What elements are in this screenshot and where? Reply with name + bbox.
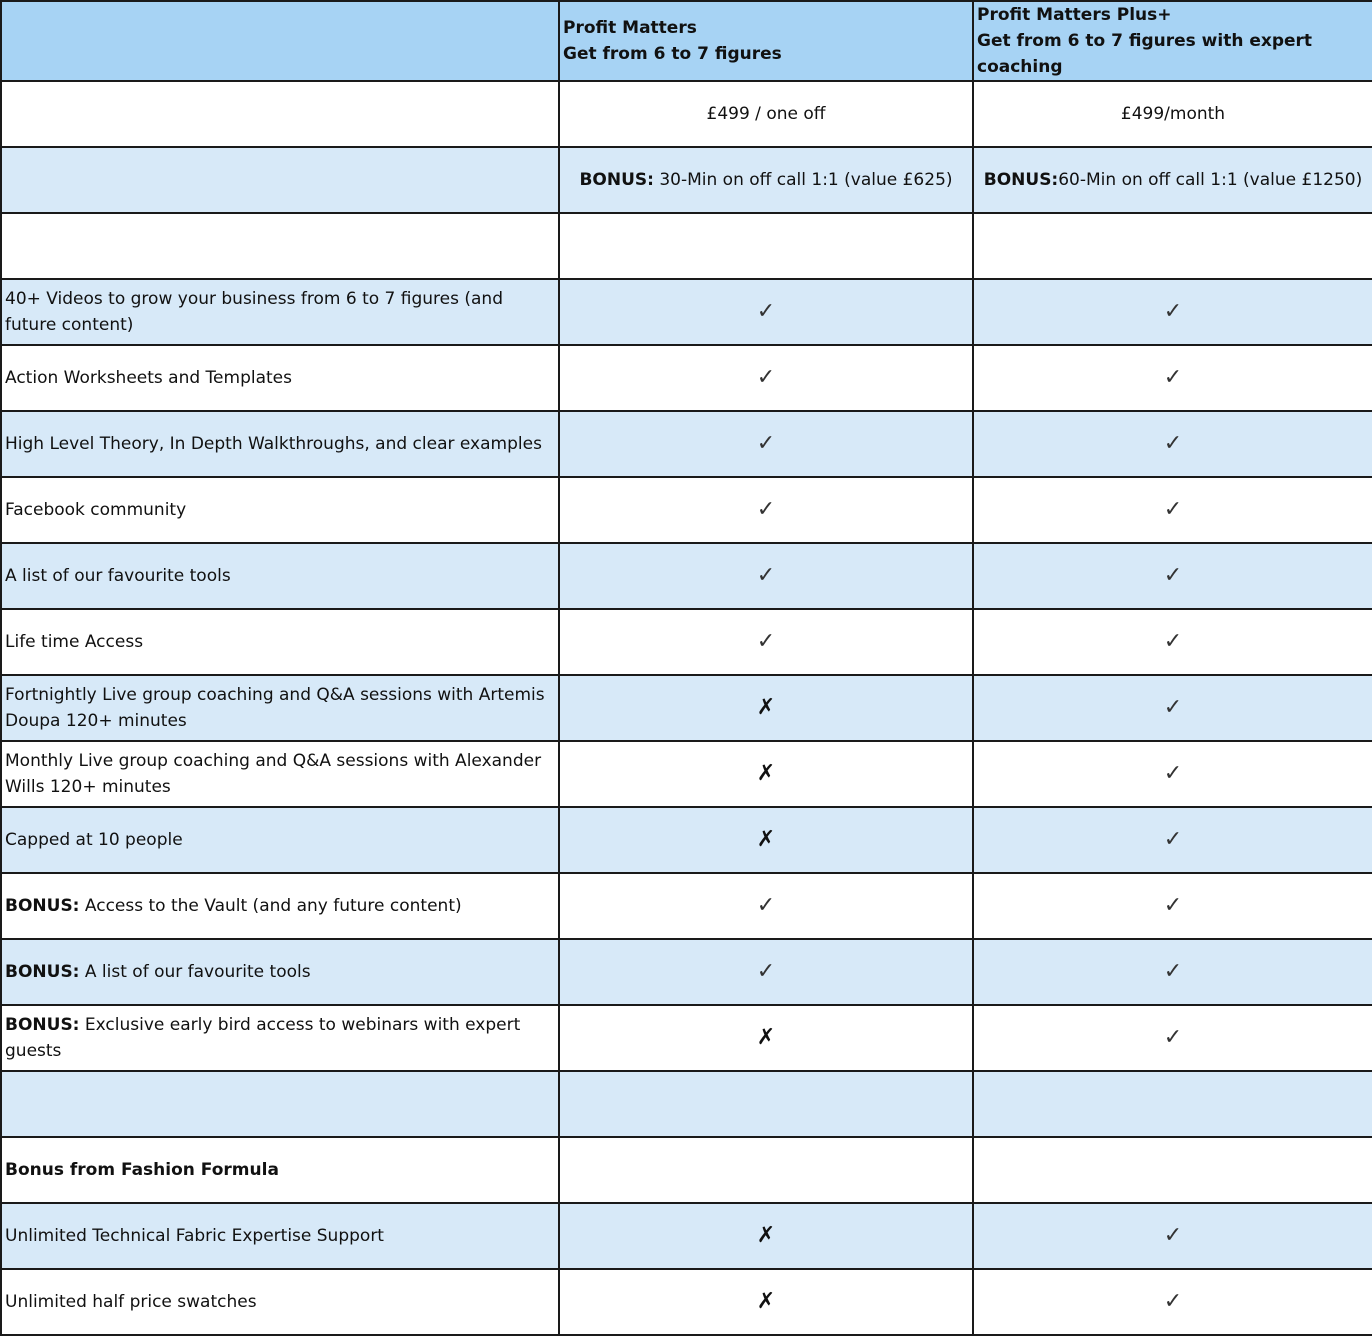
feature-label-text: High Level Theory, In Depth Walkthroughs, and clear examples xyxy=(5,434,542,454)
feature-row xyxy=(1,279,1372,345)
plan1-cross-icon: ✗ xyxy=(559,807,973,873)
price-label-cell xyxy=(1,81,559,147)
header-row xyxy=(1,1,1372,81)
fashion-item-label: Unlimited half price swatches xyxy=(1,1269,559,1335)
feature-row xyxy=(1,873,1372,939)
feature-label-text: Exclusive early bird access to webinars with expert guests xyxy=(5,1015,521,1061)
feature-row xyxy=(1,477,1372,543)
fashion-items-body xyxy=(1,1203,1372,1335)
feature-label xyxy=(1,609,559,675)
feature-row xyxy=(1,741,1372,807)
plan1-name: Profit Matters xyxy=(563,18,697,38)
fashion-section-title-row xyxy=(1,1137,1372,1203)
header-empty-cell xyxy=(1,1,559,81)
bonus-call-row xyxy=(1,147,1372,213)
feature-row xyxy=(1,1005,1372,1071)
plan2-check-icon: ✓ xyxy=(973,411,1372,477)
plan1-check-icon: ✓ xyxy=(559,609,973,675)
fashion-item-row xyxy=(1,1203,1372,1269)
plan2-check-icon: ✓ xyxy=(973,543,1372,609)
plan2-check-icon: ✓ xyxy=(973,1269,1372,1335)
plan1-check-icon: ✓ xyxy=(559,543,973,609)
feature-label xyxy=(1,1005,559,1071)
fashion-section-title: Bonus from Fashion Formula xyxy=(1,1137,559,1203)
plan2-check-icon: ✓ xyxy=(973,477,1372,543)
plan1-check-icon: ✓ xyxy=(559,873,973,939)
features-body xyxy=(1,279,1372,1071)
feature-label xyxy=(1,345,559,411)
plan2-header xyxy=(973,1,1372,81)
bonus-prefix: BONUS: xyxy=(5,962,80,982)
feature-row xyxy=(1,345,1372,411)
feature-label xyxy=(1,477,559,543)
plan2-check-icon: ✓ xyxy=(973,609,1372,675)
plan1-check-icon: ✓ xyxy=(559,939,973,1005)
plan1-bonus-text: 30-Min on off call 1:1 (value £625) xyxy=(653,170,953,190)
spacer-cell xyxy=(1,1071,559,1137)
plan1-header xyxy=(559,1,973,81)
feature-label-text: Monthly Live group coaching and Q&A sessions with Alexander Wills 120+ minutes xyxy=(5,751,542,797)
plan2-check-icon: ✓ xyxy=(973,939,1372,1005)
feature-label-text: Action Worksheets and Templates xyxy=(5,368,292,388)
feature-label xyxy=(1,807,559,873)
plan1-check-icon: ✓ xyxy=(559,279,973,345)
feature-row xyxy=(1,609,1372,675)
feature-row xyxy=(1,543,1372,609)
plan2-bonus-prefix: BONUS: xyxy=(983,170,1059,190)
plan1-price: £499 / one off xyxy=(559,81,973,147)
feature-label-text: Facebook community xyxy=(5,500,187,520)
plan2-check-icon: ✓ xyxy=(973,279,1372,345)
bonus-prefix: BONUS: xyxy=(5,1015,80,1035)
plan2-check-icon: ✓ xyxy=(973,741,1372,807)
feature-label xyxy=(1,675,559,741)
empty-cell xyxy=(559,1137,973,1203)
bonus-call-label-cell xyxy=(1,147,559,213)
plan1-check-icon: ✓ xyxy=(559,477,973,543)
feature-label xyxy=(1,873,559,939)
plan1-tagline: Get from 6 to 7 figures xyxy=(563,44,782,64)
feature-row xyxy=(1,675,1372,741)
plan2-bonus-text: 60-Min on off call 1:1 (value £1250) xyxy=(1058,170,1363,190)
plan1-bonus-call xyxy=(559,147,973,213)
feature-label xyxy=(1,411,559,477)
spacer-cell xyxy=(973,213,1372,279)
plan2-bonus-call xyxy=(973,147,1372,213)
plan2-price: £499/month xyxy=(973,81,1372,147)
plan1-cross-icon: ✗ xyxy=(559,741,973,807)
plan1-check-icon: ✓ xyxy=(559,411,973,477)
feature-label xyxy=(1,543,559,609)
plan1-check-icon: ✓ xyxy=(559,345,973,411)
feature-label-text: A list of our favourite tools xyxy=(5,566,231,586)
plan2-check-icon: ✓ xyxy=(973,873,1372,939)
plan1-bonus-prefix: BONUS: xyxy=(579,170,654,190)
spacer-cell xyxy=(559,1071,973,1137)
feature-label-text: A list of our favourite tools xyxy=(79,962,311,982)
feature-label-text: 40+ Videos to grow your business from 6 to 7 figures (and future content) xyxy=(5,289,503,335)
feature-label-text: Access to the Vault (and any future content) xyxy=(79,896,462,916)
plan2-check-icon: ✓ xyxy=(973,1005,1372,1071)
plan2-check-icon: ✓ xyxy=(973,675,1372,741)
spacer-cell xyxy=(559,213,973,279)
plan2-check-icon: ✓ xyxy=(973,345,1372,411)
plan1-cross-icon: ✗ xyxy=(559,1269,973,1335)
empty-cell xyxy=(973,1137,1372,1203)
feature-label xyxy=(1,939,559,1005)
plan2-tagline: Get from 6 to 7 figures with expert coaching xyxy=(977,31,1313,77)
price-row xyxy=(1,81,1372,147)
plan1-cross-icon: ✗ xyxy=(559,1203,973,1269)
plan1-cross-icon: ✗ xyxy=(559,675,973,741)
fashion-item-label: Unlimited Technical Fabric Expertise Support xyxy=(1,1203,559,1269)
plan2-check-icon: ✓ xyxy=(973,1203,1372,1269)
spacer-row xyxy=(1,1071,1372,1137)
feature-row xyxy=(1,807,1372,873)
plan1-cross-icon: ✗ xyxy=(559,1005,973,1071)
feature-label-text: Fortnightly Live group coaching and Q&A sessions with Artemis Doupa 120+ minutes xyxy=(5,685,545,731)
feature-label-text: Capped at 10 people xyxy=(5,830,183,850)
bonus-prefix: BONUS: xyxy=(5,896,80,916)
feature-row xyxy=(1,939,1372,1005)
fashion-item-row xyxy=(1,1269,1372,1335)
spacer-row xyxy=(1,213,1372,279)
plan2-name: Profit Matters Plus+ xyxy=(977,5,1172,25)
spacer-cell xyxy=(973,1071,1372,1137)
feature-label xyxy=(1,279,559,345)
feature-row xyxy=(1,411,1372,477)
feature-label-text: Life time Access xyxy=(5,632,144,652)
plan2-check-icon: ✓ xyxy=(973,807,1372,873)
spacer-cell xyxy=(1,213,559,279)
feature-label xyxy=(1,741,559,807)
